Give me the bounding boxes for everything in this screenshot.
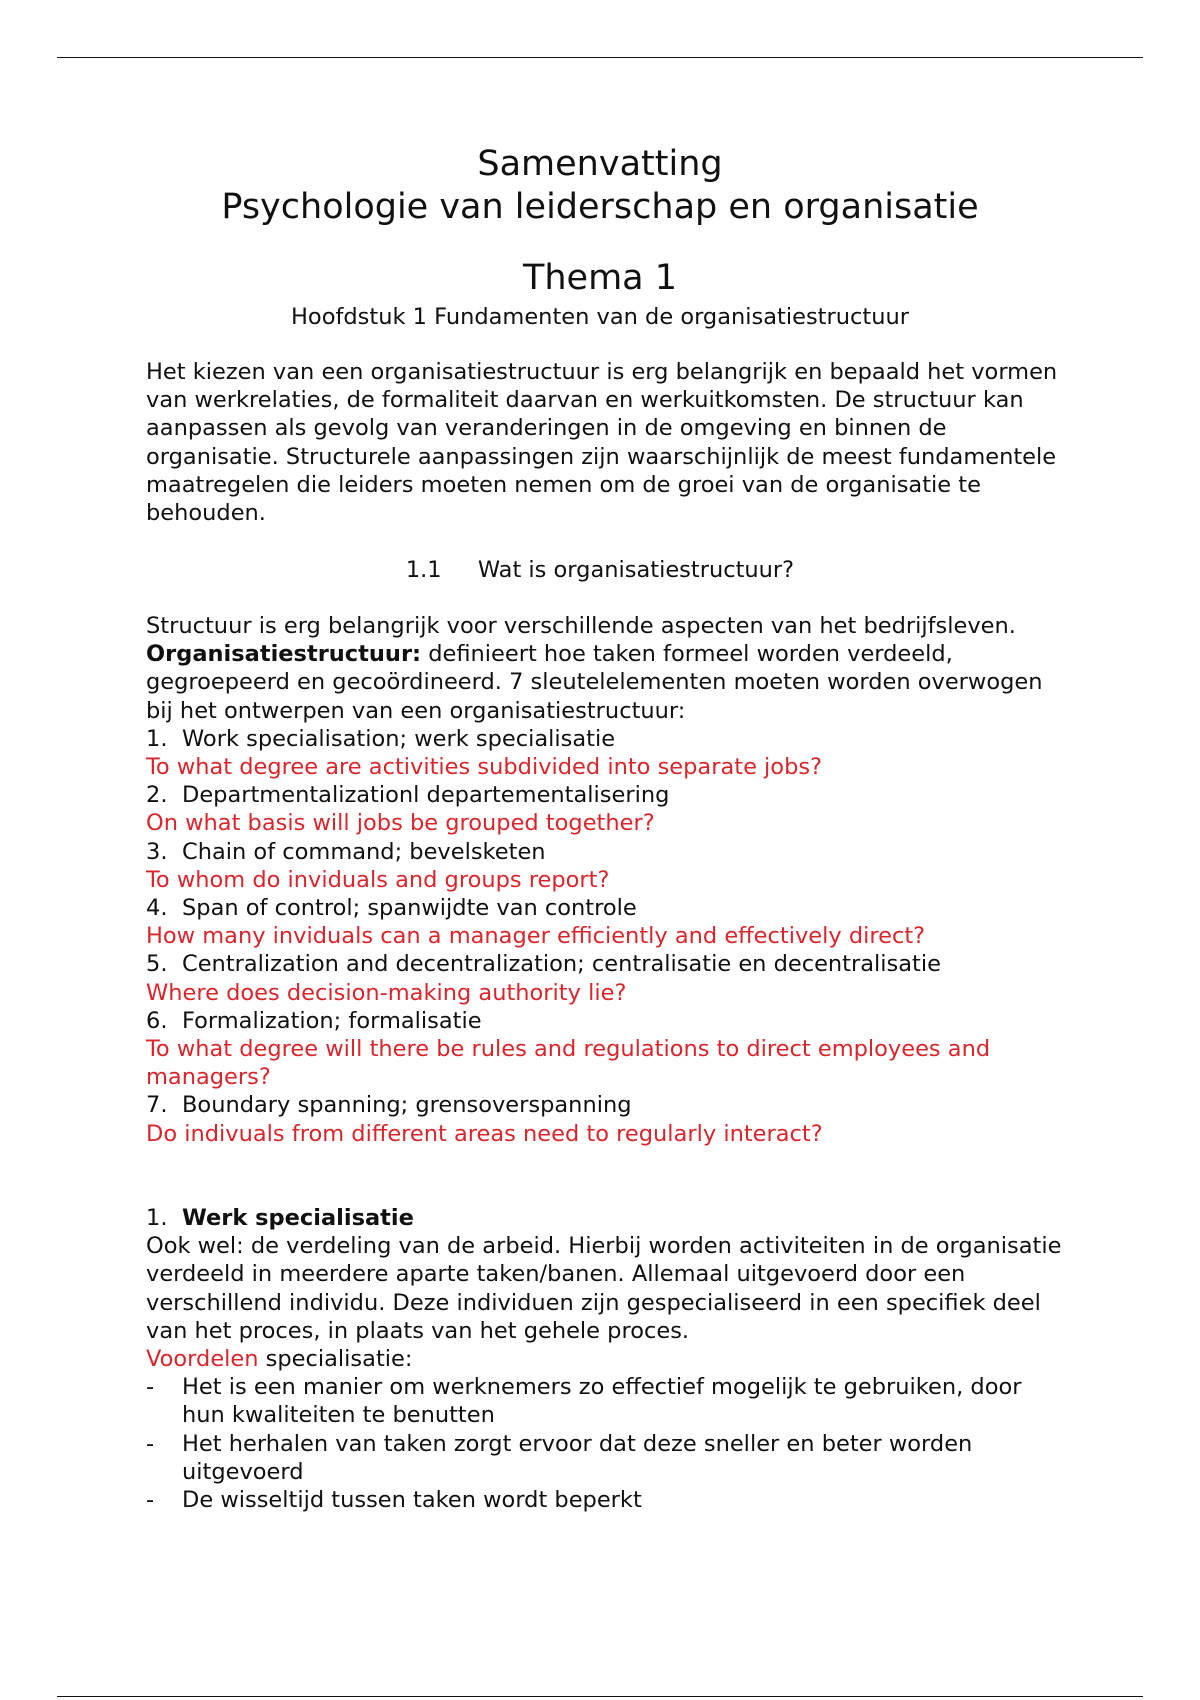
list-item-label: Centralization and decentralization; centralisatie en decentralisatie <box>182 951 941 978</box>
theme-heading: Thema 1 <box>522 258 678 298</box>
list-item-question: Do indivuals from different areas need to regularly interact? <box>146 1120 823 1147</box>
intro-block <box>146 358 1066 527</box>
list-item-label: Departmentalizationl departementalisering <box>182 782 670 809</box>
list-item-question: How many inviduals can a manager efficiently and effectively direct? <box>146 923 926 950</box>
list-item-label: Work specialisation; werk specialisatie <box>182 725 616 752</box>
list-item-number: 2. <box>146 782 168 809</box>
list-item-number: 6. <box>146 1007 168 1034</box>
subsection-heading <box>146 1204 1066 1232</box>
advantages-list <box>146 1373 1066 1514</box>
werk-specialisatie-section <box>146 1204 1066 1514</box>
list-item <box>146 1091 1066 1119</box>
subsection-number: 1. <box>146 1205 168 1231</box>
document-title: Samenvatting <box>477 144 723 184</box>
section-number: 1.1 <box>405 557 442 583</box>
subsection-title: Werk specialisatie <box>182 1205 414 1231</box>
advantages-intro <box>146 1345 1066 1373</box>
list-item-number: 3. <box>146 838 168 865</box>
definition-paragraph <box>146 640 1066 725</box>
list-item-number: 1. <box>146 725 168 752</box>
list-item <box>146 725 1066 753</box>
bullet-item <box>146 1486 1066 1514</box>
list-item-question: To whom do inviduals and groups report? <box>146 866 610 893</box>
list-item <box>146 838 1066 866</box>
advantages-label-rest: specialisatie: <box>258 1346 413 1373</box>
bullet-dash: - <box>146 1374 155 1401</box>
list-item-label: Formalization; formalisatie <box>182 1007 482 1034</box>
bottom-rule <box>57 1696 1143 1697</box>
advantages-label: Voordelen <box>146 1346 259 1373</box>
bullet-dash: - <box>146 1430 155 1457</box>
definition-text: definieert hoe taken formeel worden verdeeld, gegroepeerd en gecoördineerd. 7 sleutelelementen moeten worden overwogen bij het ontwerpen van een organisatiestructuur: <box>146 641 1043 724</box>
definition-term: Organisatiestructuur: <box>146 641 422 668</box>
chapter-heading: Hoofdstuk 1 Fundamenten van de organisatiestructuur <box>291 304 909 330</box>
list-item-label: Boundary spanning; grensoverspanning <box>182 1092 632 1119</box>
list-item <box>146 950 1066 978</box>
section-title: Wat is organisatiestructuur? <box>477 557 795 583</box>
bullet-item <box>146 1373 1066 1429</box>
intro-paragraph: Het kiezen van een organisatiestructuur is erg belangrijk en bepaald het vormen van werkrelaties, de formaliteit daarvan en werkuitkomsten. De structuur kan aanpassen als gevolg van veranderingen in de omgeving en binnen de organisatie. Structurele aanpassingen zijn waarschijnlijk de meest fundamentele maatregelen die leiders moeten nemen om de groei van de organisatie te behouden. <box>146 359 1058 527</box>
list-item-label: Chain of command; bevelsketen <box>182 838 546 865</box>
list-item <box>146 1007 1066 1035</box>
list-item-question: To what degree are activities subdivided into separate jobs? <box>146 754 823 781</box>
specialisatie-paragraph: Ook wel: de verdeling van de arbeid. Hierbij worden activiteiten in de organisatie verdeeld in meerdere aparte taken/banen. Allemaal uitgevoerd door een verschillend individu. Deze individuen zijn gespecialiseerd in een specifiek deel van het proces, in plaats van het gehele proces. <box>146 1233 1062 1344</box>
list-item-number: 5. <box>146 951 168 978</box>
section-heading <box>0 556 1200 584</box>
list-item-number: 4. <box>146 895 168 922</box>
bullet-text: Het is een manier om werknemers zo effectief mogelijk te gebruiken, door hun kwaliteiten te benutten <box>182 1374 1022 1429</box>
list-item <box>146 781 1066 809</box>
section-body <box>146 612 1066 1148</box>
list-item <box>146 894 1066 922</box>
structure-paragraph: Structuur is erg belangrijk voor verschillende aspecten van het bedrijfsleven. <box>146 613 1016 639</box>
bullet-item <box>146 1430 1066 1486</box>
list-item-label: Span of control; spanwijdte van controle <box>182 895 637 922</box>
list-item-question: Where does decision-making authority lie? <box>146 979 627 1006</box>
element-list <box>146 725 1066 1148</box>
bullet-text: De wisseltijd tussen taken wordt beperkt <box>182 1487 642 1514</box>
list-item-question: To what degree will there be rules and regulations to direct employees and managers? <box>146 1036 991 1091</box>
bullet-text: Het herhalen van taken zorgt ervoor dat deze sneller en beter worden uitgevoerd <box>182 1430 973 1485</box>
document-subtitle: Psychologie van leiderschap en organisatie <box>221 187 979 227</box>
list-item-number: 7. <box>146 1092 168 1119</box>
bullet-dash: - <box>146 1487 155 1514</box>
list-item-question: On what basis will jobs be grouped together? <box>146 810 655 837</box>
top-rule <box>57 57 1143 58</box>
